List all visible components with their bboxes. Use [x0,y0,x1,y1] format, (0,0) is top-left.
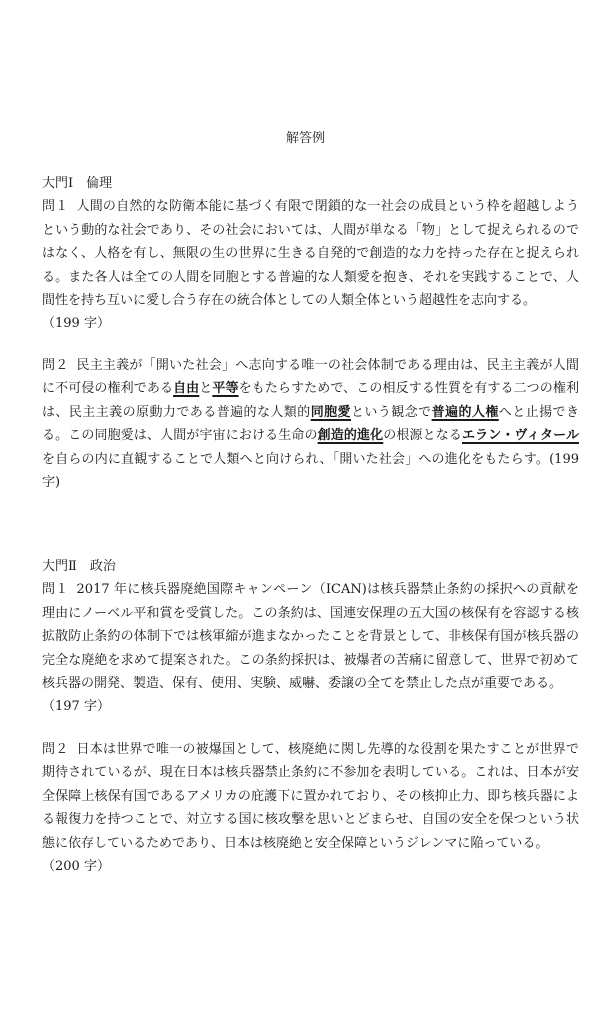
section2-q2-text: 日本は世界で唯一の被爆国として、核廃絶に関し先導的な役割を果たすことが世界で期待されているが、現在日本は核兵器禁止条約に不参加を表明している。これは、日本が安全保障上核保有国であるアメリカの庇護下に置かれており、その核抑止力、即ち核兵器による報復力を持つことで、対立する国に核攻撃を思いとどまらせ、自国の安全を保つという状態に依存しているためであり、日本は核廃絶と安全保障というジレンマに陥っている。 [42,742,579,851]
keyword-elan-vital: エラン・ヴィタール [462,428,579,444]
section1-q2-text-2: と [199,381,213,397]
section2-q1-label: 問１ [42,582,69,598]
section2-q1-text: 2017 年に核兵器廃絶国際キャンペーン（ICAN)は核兵器禁止条約の採択への貢献を理由にノーベル平和賞を受賞した。この条約は、国連安保理の五大国の核保有を容認する核拡散防止条約の体制下では核軍縮が進まなかったことを背景として、非核保有国が核兵器の完全な廃絶を求めて提案された。この条約採択は、被爆者の苦痛に留意して、世界で初めて核兵器の開発、製造、保有、使用、実験、威嚇、委譲の全てを禁止した点が重要である。 [42,582,579,692]
section1-q1-count: （199 字） [42,316,110,332]
section1-q1-text: 人間の自然的な防衛本能に基づく有限で閉鎖的な一社会の成員という枠を超越しようという動的な社会であり、その社会においては、人間が単なる「物」として捉えられるのではなく、人格を有し、無限の生の世界に生きる自発的で創造的な力を持った存在と捉えられる。また各人は全ての人間を同胞とする普遍的な人類愛を抱き、それを実践することで、人間性を持ち互いに愛し合う存在の統合体としての人類全体という超越性を志向する。 [42,199,579,309]
keyword-fraternity: 同胞愛 [310,404,351,420]
section2-q1-block [42,555,579,719]
keyword-equality: 平等 [212,381,239,397]
section1-q2-text-7: を自らの内に直観することで人類へと向けられ、「開いた社会」への進化をもたらす。(199 字) [42,451,579,491]
section1-q2-text-4: という観念で [351,404,432,420]
section2-q1-count: （197 字） [42,699,110,715]
keyword-universal-human-rights: 普遍的人権 [431,404,499,420]
keyword-freedom: 自由 [173,381,200,397]
section1-q2-text-1: 民主主義が「開いた社会」へ志向する唯一の社会体制である理由は、民主主義が人間に不可侵の権利である [42,358,579,397]
section1-q2-text-3: をもたらすためで、この相反する性質を有する二つの権利は、民主主義の原動力である普遍的な人類的 [42,381,579,420]
section1-q2-label: 問２ [42,358,69,373]
section2-q2-block [42,738,579,878]
section2-heading: 大門Ⅱ 政治 [42,559,116,574]
section1-q2-text-5: へと止揚できる。この同胞愛は、人間が宇宙における生命の [42,404,579,444]
page-title: 解答例 [285,131,325,146]
section1-q1-label: 問１ [42,199,69,215]
section2-q2-count: （200 字） [42,859,110,875]
section1-q1-block [42,172,579,336]
section2-q2-label: 問２ [42,742,69,757]
section1-heading: 大門Ⅰ 倫理 [42,176,113,191]
section1-q2-block [42,354,579,494]
keyword-creative-evolution: 創造的進化 [317,428,384,444]
section1-q2-text-6: の根源となる [383,428,462,444]
